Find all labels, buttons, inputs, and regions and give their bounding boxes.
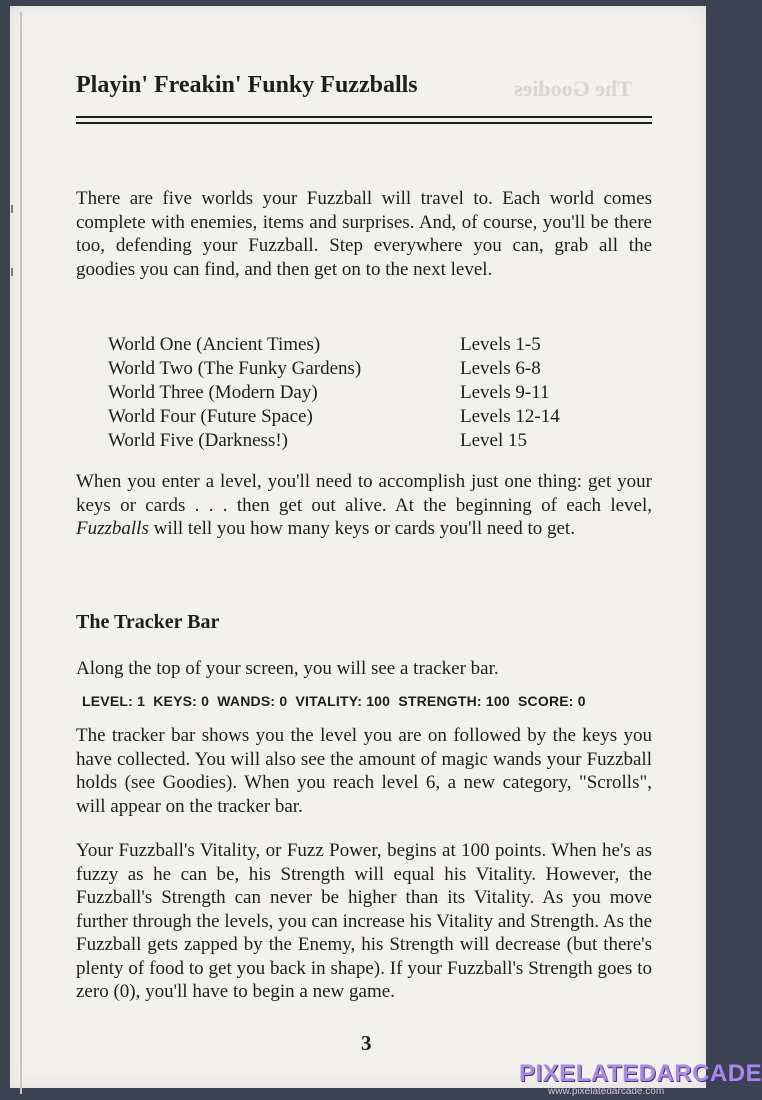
watermark-url: www.pixelatedarcade.com bbox=[548, 1086, 665, 1097]
bleed-through-header: The Goodies bbox=[514, 76, 632, 101]
binding-mark bbox=[11, 268, 13, 276]
world-row bbox=[108, 405, 560, 429]
binding-mark bbox=[11, 205, 13, 213]
tracker-description-paragraph: The tracker bar shows you the level you are on followed by the keys you have collected. You will also see the amount of magic wands your Fuzzball holds (see Goodies). When you reach level 6, a new category, "Scrolls", will appear on the tracker bar. bbox=[76, 725, 652, 817]
tracker-bar-heading: The Tracker Bar bbox=[76, 611, 220, 633]
vitality-paragraph: Your Fuzzball's Vitality, or Fuzz Power, begins at 100 points. When he's as fuzzy as he can be, his Strength will equal his Vitality. However, the Fuzzball's Strength can never be higher than its Vitality. As you move further through the levels, you can increase his Vitality and Strength. As the Fuzzball gets zapped by the Enemy, his Strength will decrease (but there's plenty of food to get you back in shape). If your Fuzzball's Strength goes to zero (0), you'll have to begin a new game. bbox=[76, 840, 652, 1002]
manual-page bbox=[10, 6, 706, 1088]
world-name: World Two (The Funky Gardens) bbox=[108, 358, 362, 379]
world-levels: Level 15 bbox=[460, 430, 528, 451]
watermark-logo: PIXELATEDARCADE bbox=[519, 1060, 762, 1087]
world-name: World One (Ancient Times) bbox=[108, 334, 321, 355]
world-levels: Levels 9-11 bbox=[460, 382, 550, 403]
world-name: World Five (Darkness!) bbox=[108, 430, 288, 451]
world-name: World Four (Future Space) bbox=[108, 406, 313, 427]
world-levels: Levels 6-8 bbox=[460, 358, 541, 379]
tracker-bar-text: LEVEL: 1 KEYS: 0 WANDS: 0 VITALITY: 100 STRENGTH: 100 SCORE: 0 bbox=[82, 693, 586, 709]
world-name: World Three (Modern Day) bbox=[108, 382, 318, 403]
title-rule-top bbox=[76, 116, 652, 118]
objective-text-start: When you enter a level, you'll need to accomplish just one thing: get your keys or cards . . . then get out alive. At the beginning of each level, bbox=[76, 471, 652, 516]
world-row bbox=[108, 381, 560, 405]
title-rule-bottom bbox=[76, 122, 652, 124]
intro-paragraph: There are five worlds your Fuzzball will travel to. Each world comes complete with enemies, items and surprises. And, of course, you'll be there too, defending your Fuzzball. Step everywhere you can, grab all the goodies you can find, and then get on to the next level. bbox=[76, 188, 652, 280]
world-row bbox=[108, 357, 560, 381]
tracker-bar-example bbox=[82, 693, 586, 709]
game-title-italic: Fuzzballs bbox=[76, 518, 149, 539]
objective-text-end: will tell you how many keys or cards you'll need to get. bbox=[148, 518, 575, 539]
page-title: Playin' Freakin' Funky Fuzzballs bbox=[76, 72, 418, 98]
world-levels: Levels 12-14 bbox=[460, 406, 560, 427]
objective-paragraph bbox=[76, 470, 652, 541]
worlds-list bbox=[108, 333, 560, 453]
page-number: 3 bbox=[361, 1031, 372, 1055]
world-levels: Levels 1-5 bbox=[460, 334, 541, 355]
binding-edge bbox=[20, 12, 22, 1094]
tracker-intro-paragraph: Along the top of your screen, you will see a tracker bar. bbox=[76, 658, 499, 679]
world-row bbox=[108, 429, 560, 453]
world-row bbox=[108, 333, 560, 357]
